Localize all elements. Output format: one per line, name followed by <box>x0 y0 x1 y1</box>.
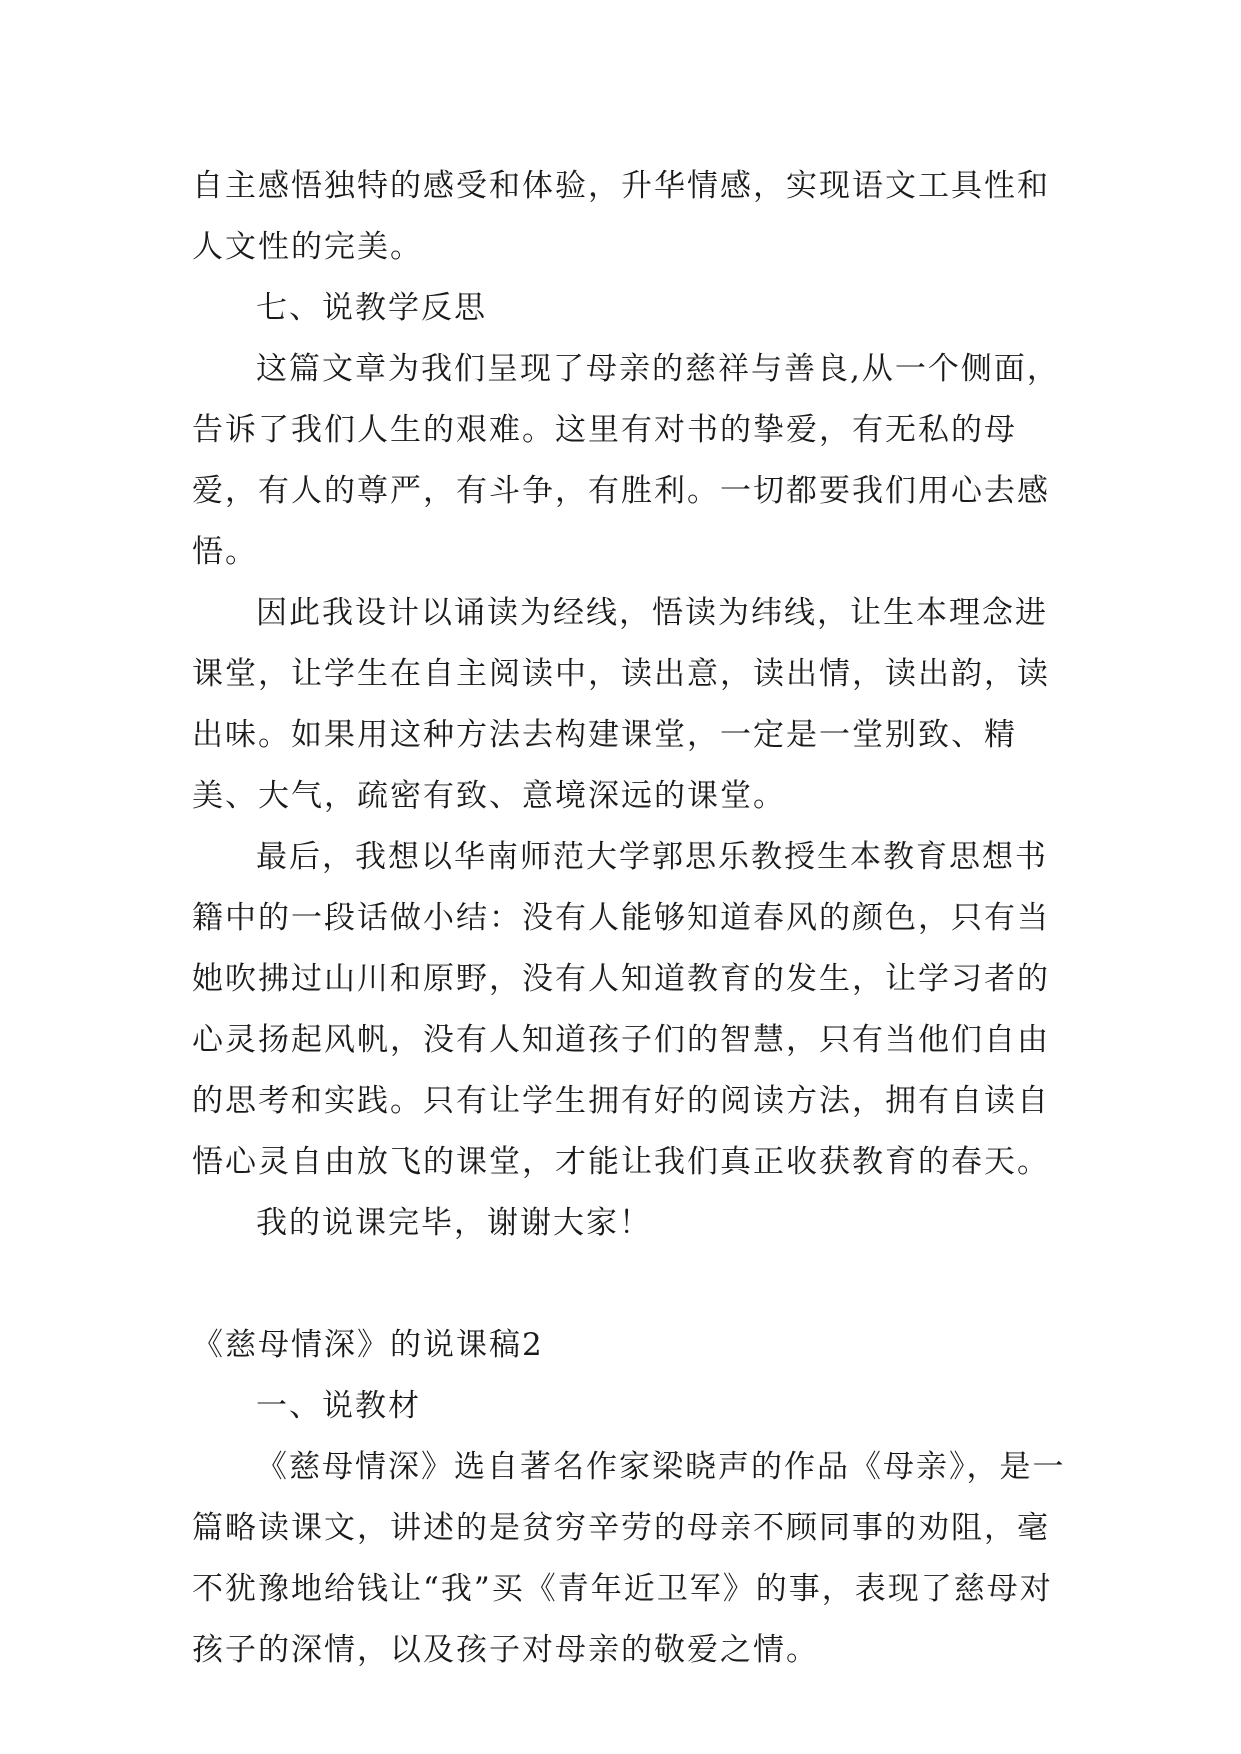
document-body <box>192 156 1072 1681</box>
section-heading-reflection: 七、说教学反思 <box>256 290 487 326</box>
paragraph: 《慈母情深》选自著名作家梁晓声的作品《母亲》，是一篇略读课文，讲述的是贫穷辛劳的母亲不顾同事的劝阻，毫不犹豫地给钱让“我”买《青年近卫军》的事，表现了慈母对孩子的深情，以及孩子对母亲的敬爱之情。 <box>192 1449 1066 1668</box>
section-heading-textbook: 一、说教材 <box>256 1388 421 1424</box>
paragraph: 这篇文章为我们呈现了母亲的慈祥与善良,从一个侧面，告诉了我们人生的艰难。这里有对书的挚爱，有无私的母爱，有人的尊严，有斗争，有胜利。一切都要我们用心去感悟。 <box>192 351 1060 570</box>
closing-paragraph: 我的说课完毕，谢谢大家！ <box>256 1205 652 1241</box>
document-section-title: 《慈母情深》的说课稿2 <box>192 1327 544 1363</box>
paragraph: 最后，我想以华南师范大学郭思乐教授生本教育思想书籍中的一段话做小结：没有人能够知道春风的颜色，只有当她吹拂过山川和原野，没有人知道教育的发生，让学习者的心灵扬起风帆，没有人知道孩子们的智慧，只有当他们自由的思考和实践。只有让学生拥有好的阅读方法，拥有自读自悟心灵自由放飞的课堂，才能让我们真正收获教育的春天。 <box>192 839 1050 1180</box>
paragraph-continuation: 自主感悟独特的感受和体验，升华情感，实现语文工具性和人文性的完美。 <box>192 168 1050 265</box>
paragraph: 因此我设计以诵读为经线，悟读为纬线，让生本理念进课堂，让学生在自主阅读中，读出意，读出情，读出韵，读出味。如果用这种方法去构建课堂，一定是一堂别致、精美、大气，疏密有致、意境深远的课堂。 <box>192 595 1050 814</box>
